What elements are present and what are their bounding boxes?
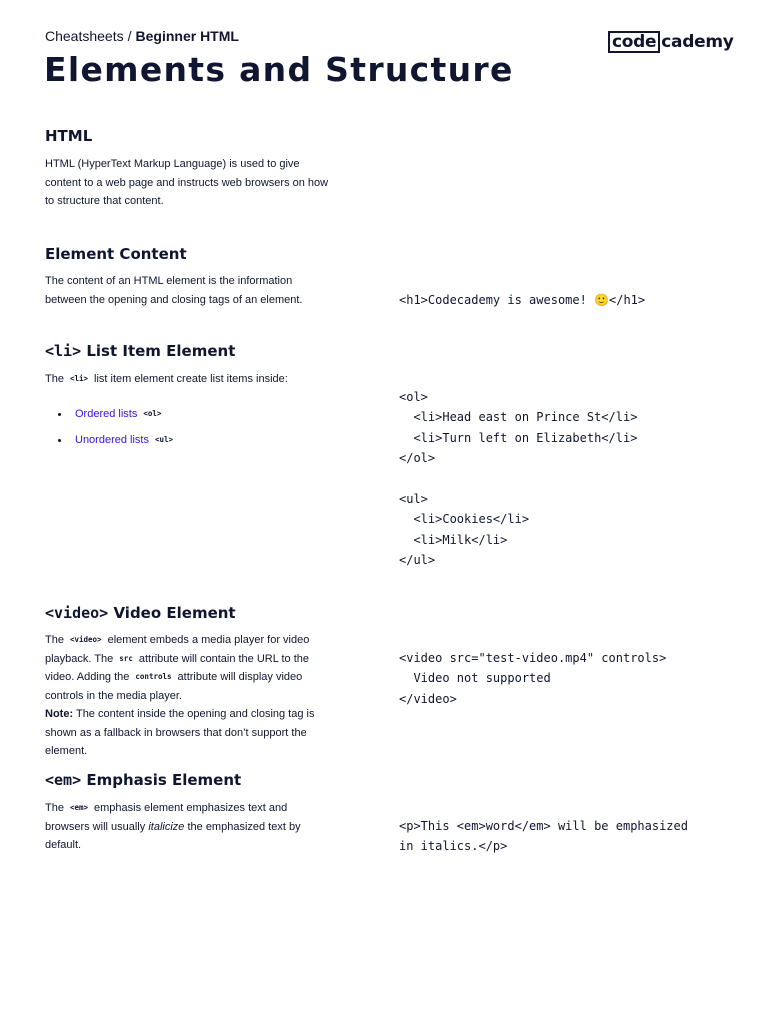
section-heading-video (45, 604, 236, 622)
codecademy-logo[interactable] (608, 31, 734, 53)
desc-text: emphasis element emphasizes text and browsers will usually (45, 802, 288, 833)
section-description-li (45, 370, 330, 389)
desc-text: The (45, 373, 64, 385)
desc-text: attribute will display video controls in the media player. (45, 671, 303, 702)
heading-text: Video Element (113, 604, 236, 622)
desc-text: element embeds a media player for video playback. The (45, 634, 310, 665)
section-heading-element-content: Element Content (45, 245, 187, 263)
breadcrumb-separator: / (127, 28, 132, 44)
desc-text: attribute will contain the URL to the video. Adding the (45, 652, 310, 683)
list-types (45, 405, 179, 457)
bullet-icon (58, 439, 61, 442)
inline-code-ol: <ol> (143, 409, 162, 418)
code-example-em: <p>This <em>word</em> will be emphasized in italics.</p> (399, 819, 688, 854)
section-description-html: HTML (HyperText Markup Language) is used to give content to a web page and instructs web browsers on how to structure that content. (45, 158, 329, 207)
heading-tag-code: <em> (45, 771, 82, 789)
desc-text: The (45, 802, 64, 814)
heading-text: List Item Element (86, 342, 236, 360)
section-description-video (45, 631, 330, 761)
section-description-element-content: The content of an HTML element is the information between the opening and closing tags of an element. (45, 275, 303, 306)
section-description-em (45, 799, 330, 855)
desc-text: list item element create list items inside: (94, 373, 288, 385)
bullet-icon (58, 413, 61, 416)
breadcrumb-current[interactable]: Beginner HTML (135, 28, 239, 44)
heading-text: Emphasis Element (86, 771, 242, 789)
section-heading-html: HTML (45, 127, 93, 145)
inline-code-controls: controls (135, 672, 172, 681)
inline-code-li: <li> (69, 374, 89, 383)
breadcrumb-cheatsheets-link[interactable]: Cheatsheets (45, 28, 124, 44)
desc-text: the emphasized text by default. (45, 820, 301, 851)
note-label: Note: (45, 708, 74, 720)
code-example-element-content: <h1>Codecademy is awesome! 🙂</h1> (399, 293, 646, 307)
inline-code-ul: <ul> (154, 435, 174, 444)
inline-code-src: src (119, 653, 133, 663)
page-title: Elements and Structure (44, 50, 514, 89)
heading-tag-code: <video> (45, 604, 109, 622)
list-item-label[interactable]: Unordered lists (75, 434, 149, 446)
breadcrumb (45, 28, 239, 44)
code-example-video: <video src="test-video.mp4" controls> Video not supported </video> (399, 651, 667, 706)
section-heading-li (45, 342, 235, 360)
note-text: The content inside the opening and closing tag is shown as a fallback in browsers that don’t support the element. (45, 708, 315, 757)
inline-code-video: <video> (69, 635, 102, 644)
heading-tag-code: <li> (45, 342, 82, 360)
list-item-label[interactable]: Ordered lists (75, 408, 138, 420)
inline-code-em: <em> (69, 803, 89, 812)
list-item-ordered (45, 405, 179, 431)
italic-text: italicize (148, 820, 185, 833)
desc-text: The (45, 634, 64, 646)
code-example-li: <ol> <li>Head east on Prince St</li> <li>Turn left on Elizabeth</li> </ol> <ul> <li>Cookies</li> <li>Milk</li> </ul> (399, 390, 638, 568)
logo-text: cademy (661, 32, 734, 52)
section-heading-em (45, 771, 241, 789)
logo-boxed-text: code (608, 31, 660, 53)
list-item-unordered (45, 431, 179, 457)
